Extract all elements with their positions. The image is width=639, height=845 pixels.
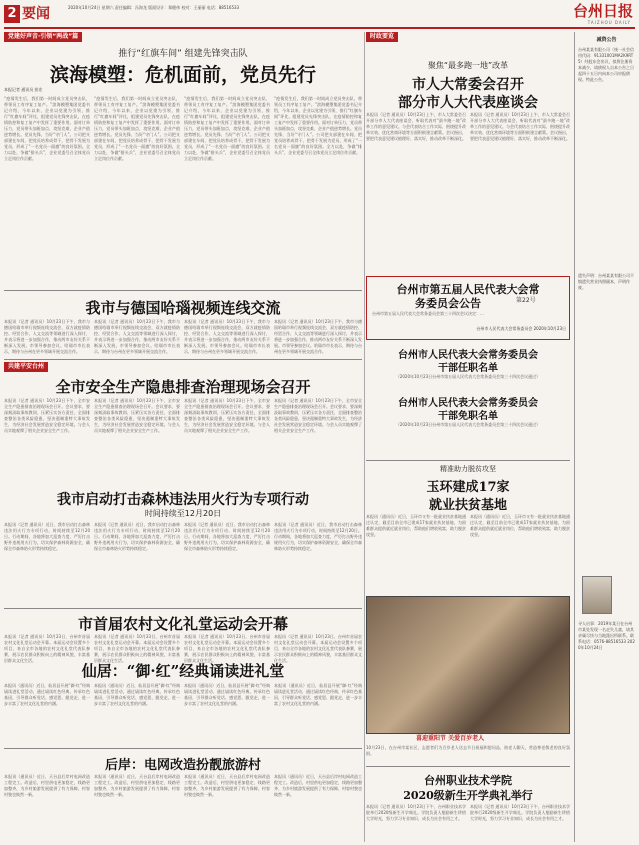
mid-story1-body-col2: 本报讯（记者 通讯员）10月23日上午，市人大常委会召开部分市人大代表座谈会，听取代表对“最多跑一地”改革工作的意见建议。与会代表结合工作实际，围绕提升改革实效、优化营商环境等方面积极建言献策。会议指出，要把代表意见建议梳理好、落实好，推动改革不断深化。 (470, 112, 570, 141)
story3-body-col3: 本报讯（记者 通讯员）10月23日下午，全市安全生产隐患排查治理现场会召开。会议要求，要深刻汲取事故教训，压紧压实各方责任，全面排查整治各类风险隐患，坚决遏制重特大事故发生，为经济社会发展营造安全稳定环境。与会人员实地观摩了相关企业安全生产工作。 (184, 398, 270, 433)
mid-story2-headline-2: 就业扶贫基地 (428, 498, 507, 513)
story3-body-col1: 本报讯（记者 通讯员）10月23日下午，全市安全生产隐患排查治理现场会召开。会议要求，要深刻汲取事故教训，压紧压实各方责任，全面排查整治各类风险隐患，坚决遏制重特大事故发生，为经济社会发展营造安全稳定环境。与会人员实地观摩了相关企业安全生产工作。 (4, 398, 90, 433)
story1-headline: 滨海模塑：危机面前，党员先行 (49, 64, 316, 86)
story1-body-col4: “疫情发生后，我们第一时间成立党员突击队，带领员工有序复工复产。”滨海模塑集团党委书记介绍，今年以来，企业以党建为引领，推行“红旗车间”评比，组建党员先锋突击队，在疫情防控和复工复产中发挥了重要作用。面对订单压力，党员带头加班加点，攻坚克难，企业产值逆势增长。党员先锋，当好“守门人”。公司把支部建在车间，把党员培养成骨干，把骨干发展为党员，形成了“一名党员一面旗”的良好氛围。全力以赴，争做“排头兵”，企业党委号召全体党员立足岗位作贡献。 (274, 96, 362, 155)
notice-number: 第22号 (516, 297, 536, 304)
appointment-title-1: 台州市人民代表大会常务委员会 (398, 350, 538, 361)
appointment-date: （2020年10月23日台州市第五届人民代表大会常务委员会第三十四次会议通过） (395, 374, 541, 379)
dismissal-date: （2020年10月23日台州市第五届人民代表大会常务委员会第三十四次会议通过） (395, 422, 541, 427)
section-name: 要闻 (22, 6, 50, 22)
divider (4, 608, 362, 609)
page-header (4, 3, 635, 29)
story1-body-col3: “疫情发生后，我们第一时间成立党员突击队，带领员工有序复工复产。”滨海模塑集团党委书记介绍，今年以来，企业以党建为引领，推行“红旗车间”评比，组建党员先锋突击队，在疫情防控和复工复产中发挥了重要作用。面对订单压力，党员带头加班加点，攻坚克难，企业产值逆势增长。党员先锋，当好“守门人”。公司把支部建在车间，把党员培养成骨干，把骨干发展为党员，形成了“一名党员一面旗”的良好氛围。全力以赴，争做“排头兵”，企业党委号召全体党员立足岗位作贡献。 (184, 96, 270, 161)
page-meta: 2020年10月24日 星期六 责任编辑：冯海龙 版面设计：郑健伟 校对：王丽丽 电话：88516533 (68, 5, 240, 10)
mid-story2-body-col1: 本报讯（通讯员）近日，玉环市又有一批就业扶贫基地通过认定，截至目前全市已建成17家就业扶贫基地，为困难群众提供就近就业岗位，帮助他们增收致富，助力脱贫攻坚。 (366, 514, 466, 537)
appointment-title-2: 干部任职名单 (438, 363, 498, 374)
dismissal-title-2: 干部免职名单 (438, 411, 498, 422)
classified-body-2: 遗失声明：台州某某有限公司不慎遗失营业执照副本，声明作废。 (578, 273, 634, 290)
elderly-care-photo (366, 596, 570, 734)
story5-headline: 市首届农村文化礼堂运动会开幕 (77, 615, 288, 633)
story7-body-col4: 本报讯（通讯员）近日，天台县后岸村电网改造工程完工。改造后，村里供电更加稳定，线路更加整齐，为乡村旅游发展提供了有力保障，村容村貌也焕然一新。 (274, 774, 362, 797)
middle-column (366, 32, 570, 842)
notice-signature: 台州市人民代表大会常务委员会 2020年10月23日 (476, 326, 566, 331)
story2-body-col4: 本报讯（记者 通讯员）10月23日下午，我市与德国哈瑙市举行视频连线交流会，双方就疫情防控、经贸合作、人文交流等领域进行深入探讨，并表示将进一步加强合作，推动两市友好关系不断深入发展。市领导参加会议。哈瑙市市长表示，期待与台州在更多领域开展交流合作。 (274, 319, 362, 354)
story7-headline: 后岸：电网改造扮靓旅游村 (104, 758, 261, 773)
story2-body-col1: 本报讯（记者 通讯员）10月23日下午，我市与德国哈瑙市举行视频连线交流会，双方就疫情防控、经贸合作、人文交流等领域进行深入探讨，并表示将进一步加强合作，推动两市友好关系不断深入发展。市领导参加会议。哈瑙市市长表示，期待与台州在更多领域开展交流合作。 (4, 319, 90, 354)
photo-caption-body: 10月23日，在台州市某社区，志愿者们为百岁老人送去节日祝福和慰问品，陪老人聊天，营造尊老敬老的良好氛围。 (366, 745, 570, 756)
column-divider (364, 32, 365, 842)
divider (4, 748, 362, 749)
mid-story3-body-col2: 本报讯（记者 通讯员）10月23日下午，台州职业技术学院举行2020级新生开学典礼。学院负责人勉励新生珍惜大学时光，努力学习专业知识，成长为社会有用之才。 (470, 804, 570, 821)
mid-story1-headline-1: 市人大常委会召开 (412, 77, 524, 93)
notice-title-1: 台州市第五届人民代表大会常 (396, 283, 540, 296)
story4-body-col4: 本报讯（记者 通讯员）近日，我市启动打击森林违法用火行为专项行动，时间持续至12月20日。行动期间，各地将加大巡查力度，严厉打击野外违规用火行为，切实保护森林资源安全，确保全市森林防火形势持续稳定。 (274, 522, 362, 551)
divider (366, 460, 570, 461)
missing-child-photo (582, 576, 612, 614)
section-tag-safety: 共建平安台州 (4, 362, 48, 372)
story4-body-col3: 本报讯（记者 通讯员）近日，我市启动打击森林违法用火行为专项行动，时间持续至12月20日。行动期间，各地将加大巡查力度，严厉打击野外违规用火行为，切实保护森林资源安全，确保全市森林防火形势持续稳定。 (184, 522, 270, 551)
story6-body-col1: 本报讯（通讯员）近日，仙居县开展“御·红”经典诵读进礼堂活动，通过诵读红色经典，传承红色基因，引导群众听党话、感党恩、跟党走，进一步丰富了农村文化礼堂的内涵。 (4, 683, 90, 706)
mid-story2-subhead: 精准助力脱贫攻坚 (440, 465, 496, 473)
classified-body-3: 寻人启事：2019年某日在台州市某处发现一名走失儿童，请其亲属尽快与当地派出所联系。联系电话：0576-88516533 2020年10月24日 (578, 621, 635, 650)
story6-headline: 仙居：“御·红”经典诵读进礼堂 (81, 662, 285, 680)
mid-story1-subhead: 聚焦“最多跑一地”改革 (427, 61, 509, 70)
mid-story3-headline-1: 台州职业技术学院 (424, 774, 512, 787)
story4-body-col1: 本报讯（记者 通讯员）近日，我市启动打击森林违法用火行为专项行动，时间持续至12月20日。行动期间，各地将加大巡查力度，严厉打击野外违规用火行为，切实保护森林资源安全，确保全市森林防火形势持续稳定。 (4, 522, 90, 551)
page-number: 2 (4, 5, 20, 23)
story6-body-col3: 本报讯（通讯员）近日，仙居县开展“御·红”经典诵读进礼堂活动，通过诵读红色经典，传承红色基因，引导群众听党话、感党恩、跟党走，进一步丰富了农村文化礼堂的内涵。 (184, 683, 270, 706)
divider (4, 359, 362, 360)
notice-body: 台州市第五届人民代表大会常务委员会第三十四次会议决定：… (372, 311, 484, 316)
mid-story2-headline-1: 玉环建成17家 (426, 480, 510, 495)
story6-body-col4: 本报讯（通讯员）近日，仙居县开展“御·红”经典诵读进礼堂活动，通过诵读红色经典，传承红色基因，引导群众听党话、感党恩、跟党走，进一步丰富了农村文化礼堂的内涵。 (274, 683, 362, 706)
story7-body-col1: 本报讯（通讯员）近日，天台县后岸村电网改造工程完工。改造后，村里供电更加稳定，线路更加整齐，为乡村旅游发展提供了有力保障，村容村貌也焕然一新。 (4, 774, 90, 797)
story4-headline: 我市启动打击森林违法用火行为专项行动 (57, 492, 309, 508)
story6-body-col2: 本报讯（通讯员）近日，仙居县开展“御·红”经典诵读进礼堂活动，通过诵读红色经典，传承红色基因，引导群众听党话、感党恩、跟党走，进一步丰富了农村文化礼堂的内涵。 (94, 683, 180, 706)
photo-caption-title: 喜迎重阳节 关爱百岁老人 (416, 735, 485, 742)
story1-body-col2: “疫情发生后，我们第一时间成立党员突击队，带领员工有序复工复产。”滨海模塑集团党委书记介绍，今年以来，企业以党建为引领，推行“红旗车间”评比，组建党员先锋突击队，在疫情防控和复工复产中发挥了重要作用。面对订单压力，党员带头加班加点，攻坚克难，企业产值逆势增长。党员先锋，当好“守门人”。公司把支部建在车间，把党员培养成骨干，把骨干发展为党员，形成了“一名党员一面旗”的良好氛围。全力以赴，争做“排头兵”，企业党委号召全体党员立足岗位作贡献。 (94, 96, 180, 161)
classified-column (574, 32, 635, 842)
story1-byline: 本报记者 通讯员 彭宏 (4, 87, 43, 92)
section-tag-politics: 时政要览 (366, 32, 398, 42)
notice-title-2: 务委员会公告 (415, 297, 481, 310)
section-tag-party: 党建好声音·引领“两战”篇 (4, 32, 82, 42)
story5-body-col2: 本报讯（记者 通讯员）10月23日，台州市首届农村文化礼堂运动会开幕。本届运动会设置多个项目，来自全市各地的农村文化礼堂代表队参赛，展示农民群众积极向上的精神风貌，丰富基层群众文化生活。 (94, 634, 180, 663)
story1-body-col1: “疫情发生后，我们第一时间成立党员突击队，带领员工有序复工复产。”滨海模塑集团党委书记介绍，今年以来，企业以党建为引领，推行“红旗车间”评比，组建党员先锋突击队，在疫情防控和复工复产中发挥了重要作用。面对订单压力，党员带头加班加点，攻坚克难，企业产值逆势增长。党员先锋，当好“守门人”。公司把支部建在车间，把党员培养成骨干，把骨干发展为党员，形成了“一名党员一面旗”的良好氛围。全力以赴，争做“排头兵”，企业党委号召全体党员立足岗位作贡献。 (4, 96, 90, 161)
divider (4, 290, 362, 291)
mid-story3-headline-2: 2020级新生开学典礼举行 (403, 789, 533, 802)
story2-body-col3: 本报讯（记者 通讯员）10月23日下午，我市与德国哈瑙市举行视频连线交流会，双方就疫情防控、经贸合作、人文交流等领域进行深入探讨，并表示将进一步加强合作，推动两市友好关系不断深入发展。市领导参加会议。哈瑙市市长表示，期待与台州在更多领域开展交流合作。 (184, 319, 270, 354)
dismissal-title-1: 台州市人民代表大会常务委员会 (398, 398, 538, 409)
story3-body-col2: 本报讯（记者 通讯员）10月23日下午，全市安全生产隐患排查治理现场会召开。会议要求，要深刻汲取事故教训，压紧压实各方责任，全面排查整治各类风险隐患，坚决遏制重特大事故发生，为经济社会发展营造安全稳定环境。与会人员实地观摩了相关企业安全生产工作。 (94, 398, 180, 433)
story1-subhead: 推行“红旗车间” 组建先锋突击队 (118, 49, 248, 59)
story5-body-col1: 本报讯（记者 通讯员）10月23日，台州市首届农村文化礼堂运动会开幕。本届运动会设置多个项目，来自全市各地的农村文化礼堂代表队参赛，展示农民群众积极向上的精神风貌，丰富基层群众文化生活。 (4, 634, 90, 663)
story2-body-col2: 本报讯（记者 通讯员）10月23日下午，我市与德国哈瑙市举行视频连线交流会，双方就疫情防控、经贸合作、人文交流等领域进行深入探讨，并表示将进一步加强合作，推动两市友好关系不断深入发展。市领导参加会议。哈瑙市市长表示，期待与台州在更多领域开展交流合作。 (94, 319, 180, 354)
divider (366, 766, 570, 767)
story5-body-col3: 本报讯（记者 通讯员）10月23日，台州市首届农村文化礼堂运动会开幕。本届运动会设置多个项目，来自全市各地的农村文化礼堂代表队参赛，展示农民群众积极向上的精神风貌，丰富基层群众文化生活。 (184, 634, 270, 663)
classified-body-1: 台州某某有限公司（统一社会信用代码：91331001MA2K9RT5）经股东会决议，拟将注册资本减少，请债权人自本公告之日起四十五日内向本公司申报债权。特此公告。 (578, 47, 634, 82)
story7-body-col3: 本报讯（通讯员）近日，天台县后岸村电网改造工程完工。改造后，村里供电更加稳定，线路更加整齐，为乡村旅游发展提供了有力保障，村容村貌也焕然一新。 (184, 774, 270, 797)
story3-body-col4: 本报讯（记者 通讯员）10月23日下午，全市安全生产隐患排查治理现场会召开。会议要求，要深刻汲取事故教训，压紧压实各方责任，全面排查整治各类风险隐患，坚决遏制重特大事故发生，为经济社会发展营造安全稳定环境。与会人员实地观摩了相关企业安全生产工作。 (274, 398, 362, 433)
newspaper-logo: 台州日报 (572, 2, 633, 20)
main-column (4, 32, 362, 842)
mid-story2-body-col2: 本报讯（通讯员）近日，玉环市又有一批就业扶贫基地通过认定，截至目前全市已建成17家就业扶贫基地，为困难群众提供就近就业岗位，帮助他们增收致富，助力脱贫攻坚。 (470, 514, 570, 537)
story4-subhead: 时间持续至12月20日 (144, 509, 222, 518)
classified-title: 减资公告 (596, 37, 617, 43)
story7-body-col2: 本报讯（通讯员）近日，天台县后岸村电网改造工程完工。改造后，村里供电更加稳定，线路更加整齐，为乡村旅游发展提供了有力保障，村容村貌也焕然一新。 (94, 774, 180, 797)
newspaper-logo-en: TAIZHOU DAILY (587, 20, 631, 25)
story5-body-col4: 本报讯（记者 通讯员）10月23日，台州市首届农村文化礼堂运动会开幕。本届运动会设置多个项目，来自全市各地的农村文化礼堂代表队参赛，展示农民群众积极向上的精神风貌，丰富基层群众文化生活。 (274, 634, 362, 663)
story2-headline: 我市与德国哈瑙视频连线交流 (85, 299, 281, 317)
story4-body-col2: 本报讯（记者 通讯员）近日，我市启动打击森林违法用火行为专项行动，时间持续至12月20日。行动期间，各地将加大巡查力度，严厉打击野外违规用火行为，切实保护森林资源安全，确保全市森林防火形势持续稳定。 (94, 522, 180, 551)
mid-story3-body-col1: 本报讯（记者 通讯员）10月23日下午，台州职业技术学院举行2020级新生开学典礼。学院负责人勉励新生珍惜大学时光，努力学习专业知识，成长为社会有用之才。 (366, 804, 466, 821)
story3-headline: 全市安全生产隐患排查治理现场会召开 (55, 378, 311, 396)
mid-story1-body-col1: 本报讯（记者 通讯员）10月23日上午，市人大常委会召开部分市人大代表座谈会，听取代表对“最多跑一地”改革工作的意见建议。与会代表结合工作实际，围绕提升改革实效、优化营商环境等方面积极建言献策。会议指出，要把代表意见建议梳理好、落实好，推动改革不断深化。 (366, 112, 466, 141)
mid-story1-headline-2: 部分市人大代表座谈会 (398, 95, 538, 111)
